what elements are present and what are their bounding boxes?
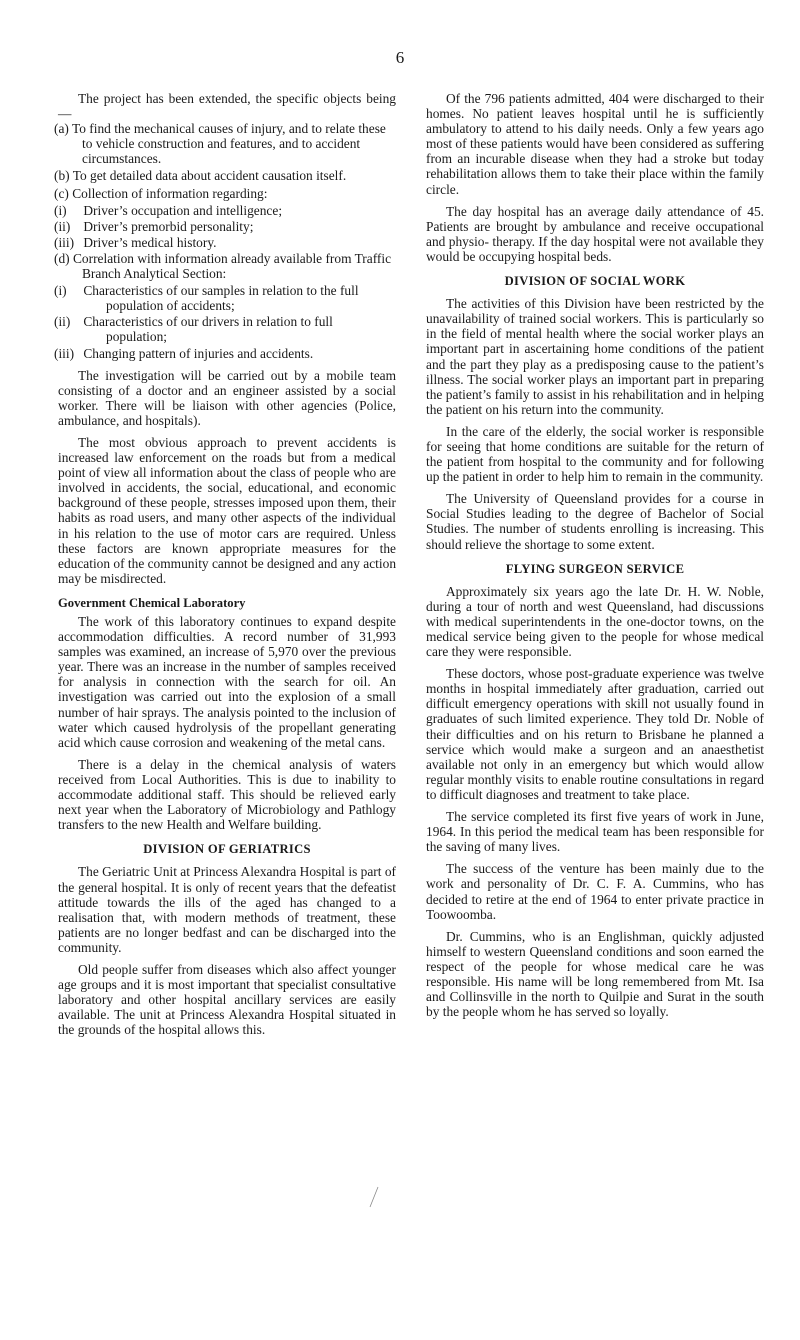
objective-subitem: (i) Characteristics of our samples in relation to the full population of accidents; xyxy=(54,283,359,314)
section-heading-chemical-lab: Government Chemical Laboratory xyxy=(58,595,246,610)
body-paragraph: The most obvious approach to prevent accidents is increased law enforcement on the roads but from a medical point of view all information about the class of people who are involved in accidents, the social, educational, and economic background of these people, stresses imposed upon them, their habits as road users, and many other aspects of the individual in his relation to the use of motor cars are required. Unless these factors are known appropriate measures for the education of the community cannot be designed and any action may be misdirected. xyxy=(58,434,397,586)
objective-item xyxy=(54,168,396,184)
body-paragraph: There is a delay in the chemical analysis of waters received from Local Authorities. This is due to inability to accommodate additional staff. This should be relieved early next year when the Laboratory of Microbiology and Pathlogy transfers to the new Health and Welfare building. xyxy=(58,756,396,833)
body-paragraph: The University of Queensland provides for a course in Social Studies leading to the degree of Bachelor of Social Studies. The number of students enrolling is increasing. This should relieve the shortage to some extent. xyxy=(426,491,764,552)
objective-marker: (d) xyxy=(54,250,70,266)
body-paragraph: The activities of this Division have been restricted by the unavailability of trained social workers. This is particularly so in the field of mental health where the social worker plays an important part in ascertaining home conditions of the patient and the part they play as a predisposing cause to the patient’s illness. The social worker plays an important part in preparing the patient’s family to assist in his rehabilitation and in helping the patient on his return into the community. xyxy=(426,296,764,417)
body-paragraph: These doctors, whose post-graduate experience was twelve months in hospital immediately after graduation, carried out difficult emergency operations with skill not usually found in graduates of such limited experience. They told Dr. Noble of their difficulties and on his return to Brisbane he planned a service which would make a surgeon and an anaesthetist available not only in an emergency but which would allow regular monthly visits to enable routine consultations in regard to difficult diagnoses and treatment to take place. xyxy=(426,666,764,802)
subitem-text: Characteristics of our samples in relation to the full population of accidents; xyxy=(83,283,359,314)
objective-marker: (c) xyxy=(54,185,69,201)
objective-marker: (b) xyxy=(54,168,70,184)
body-paragraph: Old people suffer from diseases which also affect younger age groups and it is most important that specialist consultative laboratory and other hospital ancillary services are easily available. The unit at Princess Alexandra Hospital situated in the grounds of the hospital allows this. xyxy=(58,961,396,1038)
objective-item xyxy=(54,185,396,201)
subitem-text: Changing pattern of injuries and accidents. xyxy=(83,345,314,361)
objective-text: To get detailed data about accident causation itself. xyxy=(72,168,347,184)
page-number: 6 xyxy=(395,48,405,67)
subitem-text: Driver’s occupation and intelligence; xyxy=(83,202,283,218)
body-paragraph: Dr. Cummins, who is an Englishman, quickly adjusted himself to western Queensland conditions and soon earned the respect of the people for whose medical care he was responsible. His name will be long remembered from Mt. Isa and Collinsville in the north to Quilpie and Surat in the south by the people whom he has served so loyally. xyxy=(426,928,764,1020)
body-paragraph: The service completed its first five years of work in June, 1964. In this period the medical team has been responsible for the saving of many lives. xyxy=(426,809,764,855)
body-paragraph: Of the 796 patients admitted, 404 were discharged to their homes. No patient leaves hospital until he is sufficiently ambulatory to attend to his daily needs. Only a few years ago most of these patients would have been considered as suffering from an incurable disease when they had a stroke but today rehabilitation allows them to take their place within the family circle. xyxy=(426,91,764,197)
body-paragraph: In the care of the elderly, the social worker is responsible for seeing that home conditions are suitable for the return of the patient from hospital to the community and for following up the patient in order to help him to remain in the community. xyxy=(426,423,764,485)
objective-subitem: (ii) Characteristics of our drivers in relation to full population; xyxy=(54,314,333,345)
objective-subitem: (i) Driver’s occupation and intelligence; xyxy=(54,202,283,218)
body-paragraph: The investigation will be carried out by a mobile team consisting of a doctor and an engineer assisted by a social worker. There will be liaison with other agencies (Police, ambulance, and hospitals). xyxy=(58,367,396,428)
body-paragraph: The day hospital has an average daily attendance of 45. Patients are brought by ambulance and receive occupational and physio- therapy. If the day hospital were not available they would be occupying hospital beds. xyxy=(426,203,764,264)
body-paragraph: Approximately six years ago the late Dr. H. W. Noble, during a tour of north and west Queensland, had discussions with medical superintendents in the one-doctor towns, on the medical service being given to the people for whose medical care they were responsible. xyxy=(426,583,764,660)
section-heading-geriatrics: DIVISION OF GERIATRICS xyxy=(143,842,311,857)
right-column xyxy=(426,91,764,1026)
objective-text: Correlation with information already available from Traffic Branch Analytical Section: xyxy=(72,250,392,282)
section-heading-social-work: DIVISION OF SOCIAL WORK xyxy=(504,274,686,289)
project-intro: The project has been extended, the specific objects being— xyxy=(58,91,396,122)
objective-subitem: (iii) Changing pattern of injuries and accidents. xyxy=(54,345,314,361)
objective-subitem: (ii) Driver’s premorbid personality; xyxy=(54,218,254,234)
body-paragraph: The Geriatric Unit at Princess Alexandra Hospital is part of the general hospital. It is only of recent years that the defeatist attitude towards the ills of the aged has changed to a realisation that, with modern methods of treatment, these patients are no longer bedfast and can be discharged into the community. xyxy=(58,864,396,955)
body-paragraph: The work of this laboratory continues to expand despite accommodation difficulties. A record number of 31,993 samples was examined, an increase of 5,970 over the previous year. There was an increase in the number of samples received for analysis in connection with the search for oil. An investigation was carried out into the explosion of a small number of hair sprays. The analysis pointed to the inclusion of water which caused hydrolysis of the propellant generating acid which cause corrosion and weakening of the metal cans. xyxy=(58,614,396,750)
objective-item xyxy=(54,121,396,167)
objective-subitem: (iii) Driver’s medical history. xyxy=(54,234,217,250)
section-heading-flying-surgeon: FLYING SURGEON SERVICE xyxy=(505,561,685,576)
objective-text: To find the mechanical causes of injury, and to relate these to vehicle construction and features, and to accident circumstances. xyxy=(71,121,386,167)
left-column xyxy=(54,91,397,1044)
objective-item xyxy=(54,250,396,282)
stray-pen-mark xyxy=(368,1186,380,1208)
objectives-list xyxy=(54,121,396,361)
subitem-text: Driver’s premorbid personality; xyxy=(83,218,254,234)
subitem-text: Driver’s medical history. xyxy=(83,234,217,250)
objective-marker: (a) xyxy=(54,121,69,137)
objective-text: Collection of information regarding: xyxy=(72,185,268,201)
body-paragraph: The success of the venture has been mainly due to the work and personality of Dr. C. F. A. Cummins, who has decided to retire at the end of 1964 to enter private practice in Toowoomba. xyxy=(426,861,764,922)
subitem-text: Characteristics of our drivers in relation to full population; xyxy=(83,314,333,345)
